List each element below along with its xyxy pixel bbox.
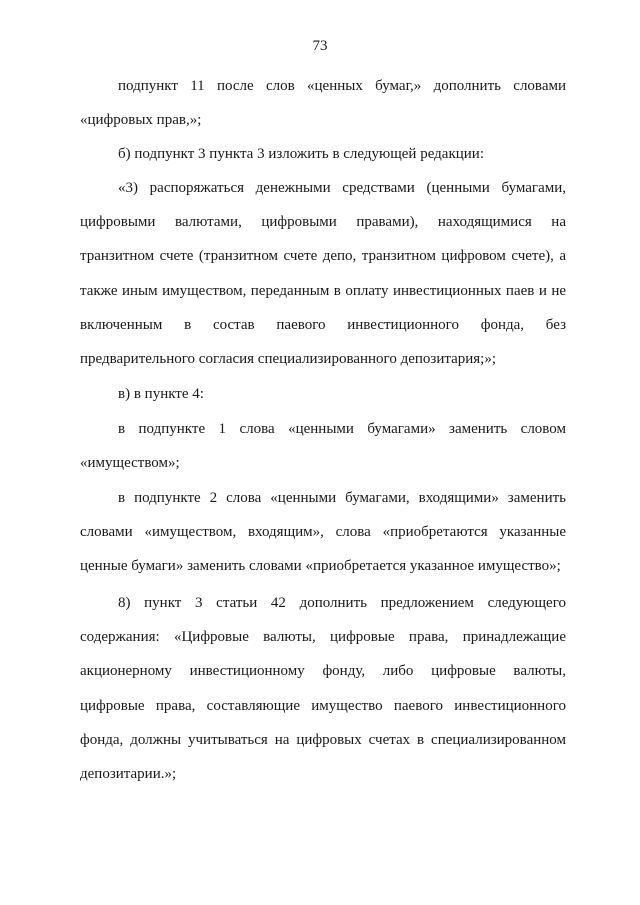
text-line: ценные бумаги» заменить словами «приобретается указанное имущество»; — [80, 558, 561, 575]
text-line: депозитарии.»; — [80, 766, 177, 783]
text-line: 8) пункт 3 статьи 42 дополнить предложением следующего — [118, 595, 566, 611]
text-line: словами «имуществом, входящим», слова «приобретаются указанные — [80, 524, 566, 541]
text-line: транзитном счете (транзитном счете депо, транзитном цифровом счете), а — [80, 248, 566, 265]
text-line: также иным имуществом, переданным в оплату инвестиционных паев и не — [80, 282, 566, 299]
text-line: «3) распоряжаться денежными средствами (ценными бумагами, — [118, 180, 566, 196]
text-line: цифровыми валютами, цифровыми правами), находящимися на — [80, 214, 566, 231]
paragraph-subpoint-2 — [80, 481, 566, 584]
paragraph-subpoint-11 — [80, 69, 566, 137]
paragraph-v — [80, 377, 566, 411]
text-line: в) в пункте 4: — [118, 386, 204, 402]
text-line: фонда, должны учитываться на цифровых счетах в специализированном — [80, 731, 566, 748]
text-line: предварительного согласия специализированного депозитария;»; — [80, 351, 497, 368]
text-line: подпункт 11 после слов «ценных бумаг,» дополнить словами — [118, 78, 566, 94]
text-line: в подпункте 2 слова «ценными бумагами, входящими» заменить — [118, 490, 566, 506]
text-line: содержания: «Цифровые валюты, цифровые права, принадлежащие — [80, 629, 566, 646]
paragraph-b — [80, 137, 566, 171]
text-line: цифровые права, составляющие имущество паевого инвестиционного — [80, 697, 566, 714]
text-line: включенным в состав паевого инвестиционного фонда, без — [80, 316, 566, 333]
paragraph-quote-3 — [80, 171, 566, 376]
text-line: б) подпункт 3 пункта 3 изложить в следующей редакции: — [118, 146, 484, 162]
text-line: «цифровых прав,»; — [80, 112, 202, 129]
text-line: в подпункте 1 слова «ценными бумагами» заменить словом — [118, 421, 566, 437]
paragraph-8 — [80, 586, 566, 791]
text-line: акционерному инвестиционному фонду, либо цифровые валюты, — [80, 663, 566, 680]
text-line: «имуществом»; — [80, 455, 180, 472]
page-number: 73 — [312, 38, 328, 54]
paragraph-subpoint-1 — [80, 412, 566, 480]
